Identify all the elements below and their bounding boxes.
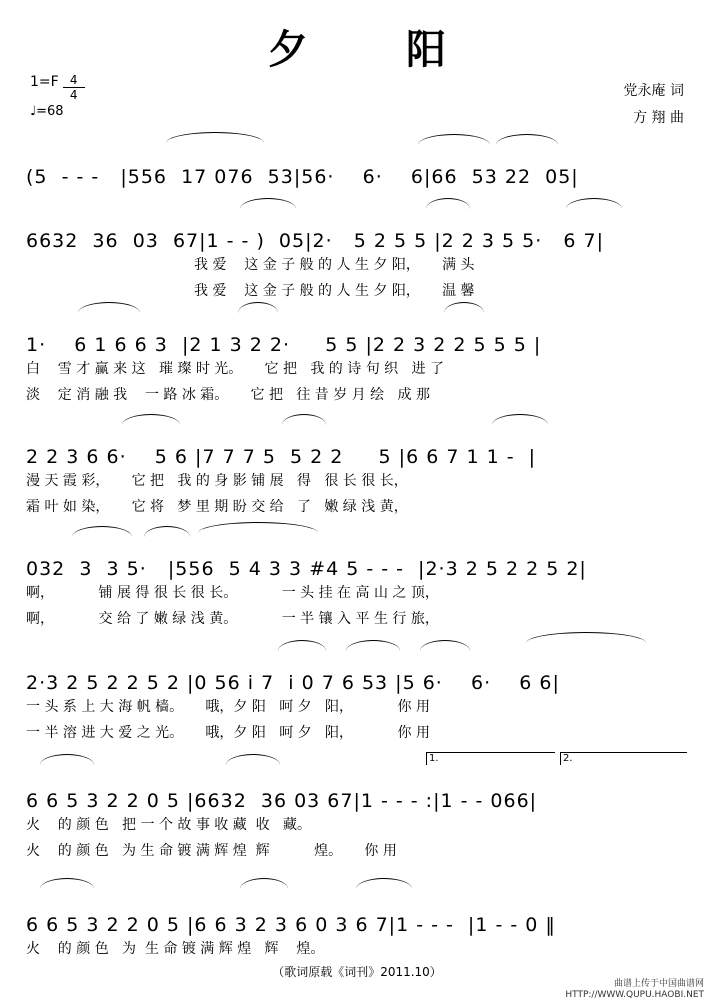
staff-system-2 (26, 198, 688, 299)
slur (238, 302, 278, 313)
tempo-marking: ♩=68 (30, 104, 64, 119)
slur (166, 132, 264, 143)
slur (492, 414, 548, 425)
staff-system-3 (26, 302, 688, 402)
note-line: 6 6 5 3 2 2 0 5 |6632 36 03 67|1 - - - :|1 - - 066| (26, 790, 538, 812)
lyricist-credit: 党永庵 词 (623, 83, 684, 99)
note-line: 1· 6 1 6 6 3 |2 1 3 2 2· 5 5 |2 2 3 2 2 5 5 5 | (26, 334, 542, 356)
slur (198, 522, 318, 533)
slur (72, 526, 132, 537)
site-credit-line2: HTTP://WWW.QUPU.HAOBI.NET (565, 990, 704, 1001)
lyric-line-verse2: 霜 叶 如 染， 它 将 梦 里 期 盼 交 给 了 嫩 绿 浅 黄， (26, 499, 408, 515)
staff-system-5 (26, 526, 688, 626)
slur (144, 526, 190, 537)
lyric-line-verse1: 我 爱 这 金 子 般 的 人 生 夕 阳， 满 头 (194, 257, 475, 273)
key-label: 1=F (30, 74, 59, 90)
site-credit-line1: 曲谱上传于中国曲谱网 (613, 978, 704, 989)
first-ending-bracket (426, 752, 555, 765)
time-sig-numerator: 4 (69, 73, 78, 87)
time-sig-denominator: 4 (69, 88, 78, 102)
note-line: 6632 36 03 67|1 - - ) 05|2· 5 2 5 5 |2 2 3 5 5· 6 7| (26, 230, 605, 252)
staff-system-6 (26, 638, 688, 741)
staff-system-8 (26, 874, 688, 960)
page-title: 夕 阳 (268, 27, 488, 73)
lyric-line-verse1: 啊， 铺 展 得 很 长 很 长。 一 头 挂 在 高 山 之 顶， (26, 585, 439, 601)
lyric-line-verse2: 淡 定 消 融 我 一 路 冰 霜。 它 把 往 昔 岁 月 绘 成 那 (26, 387, 430, 403)
second-ending-label: 2. (563, 753, 573, 764)
time-signature (63, 74, 85, 101)
lyric-line-verse1: 火 的 颜 色 为 生 命 镀 满 辉 煌 辉 煌。 (26, 941, 325, 957)
slur (420, 640, 470, 651)
score-header-left (30, 74, 85, 120)
staff-system-1 (26, 130, 688, 198)
source-note: （歌词原载《词刊》2011.10） (272, 965, 442, 979)
slur (78, 302, 140, 313)
slur (426, 198, 470, 209)
slur (282, 414, 326, 425)
site-credit (565, 979, 704, 1002)
slur (444, 302, 484, 313)
note-line: 6 6 5 3 2 2 0 5 |6 6 3 2 3 6 0 3 6 7|1 - - - |1 - - 0 ‖ (26, 914, 556, 936)
slur (122, 414, 180, 425)
composer-credit: 方 翔 曲 (633, 109, 684, 126)
slur (526, 632, 646, 643)
score-header-right (624, 78, 684, 131)
lyric-line-verse2: 啊， 交 给 了 嫩 绿 浅 黄。 一 半 镶 入 平 生 行 旅， (26, 611, 439, 627)
staff-system-4 (26, 414, 688, 514)
slur (346, 640, 400, 651)
first-ending-label: 1. (429, 753, 439, 764)
slur (240, 198, 296, 209)
note-line: 2 2 3 6 6· 5 6 |7 7 7 5 5 2 2 5 |6 6 7 1 1 - | (26, 446, 537, 468)
lyric-line-verse1: 漫 天 霞 彩， 它 把 我 的 身 影 铺 展 得 很 长 很 长， (26, 473, 408, 489)
lyric-line-verse2: 我 爱 这 金 子 般 的 人 生 夕 阳， 温 馨 (194, 283, 475, 299)
slur (278, 640, 326, 651)
note-line: 2·3 2 5 2 2 5 2 |0 56 i 7 i 0 7 6 53 |5 6· 6· 6 6| (26, 672, 560, 694)
key-signature (30, 74, 85, 101)
staff-system-7 (26, 750, 688, 860)
note-line: 032 3 3 5· |556 5 4 3 3 #4 5 - - - |2·3 2 5 2 2 5 2| (26, 558, 587, 580)
second-ending-bracket (560, 752, 687, 765)
lyric-line-verse2: 一 半 溶 进 大 爱 之 光。 哦，夕 阳 呵 夕 阳， 你 用 (26, 725, 430, 741)
slur (566, 198, 622, 209)
lyric-line-verse2: 火 的 颜 色 为 生 命 镀 满 辉 煌 辉 煌。 你 用 (26, 843, 397, 859)
lyric-line-verse1: 火 的 颜 色 把 一 个 故 事 收 藏 收 藏。 (26, 817, 312, 833)
note-line: (5 - - - |556 17 076 53|56· 6· 6|66 53 22 05| (26, 166, 579, 188)
lyric-line-verse1: 白 雪 才 赢 来 这 璀 璨 时 光。 它 把 我 的 诗 句 织 进 了 (26, 361, 444, 377)
lyric-line-verse1: 一 头 系 上 大 海 帆 樯。 哦，夕 阳 呵 夕 阳， 你 用 (26, 699, 430, 715)
